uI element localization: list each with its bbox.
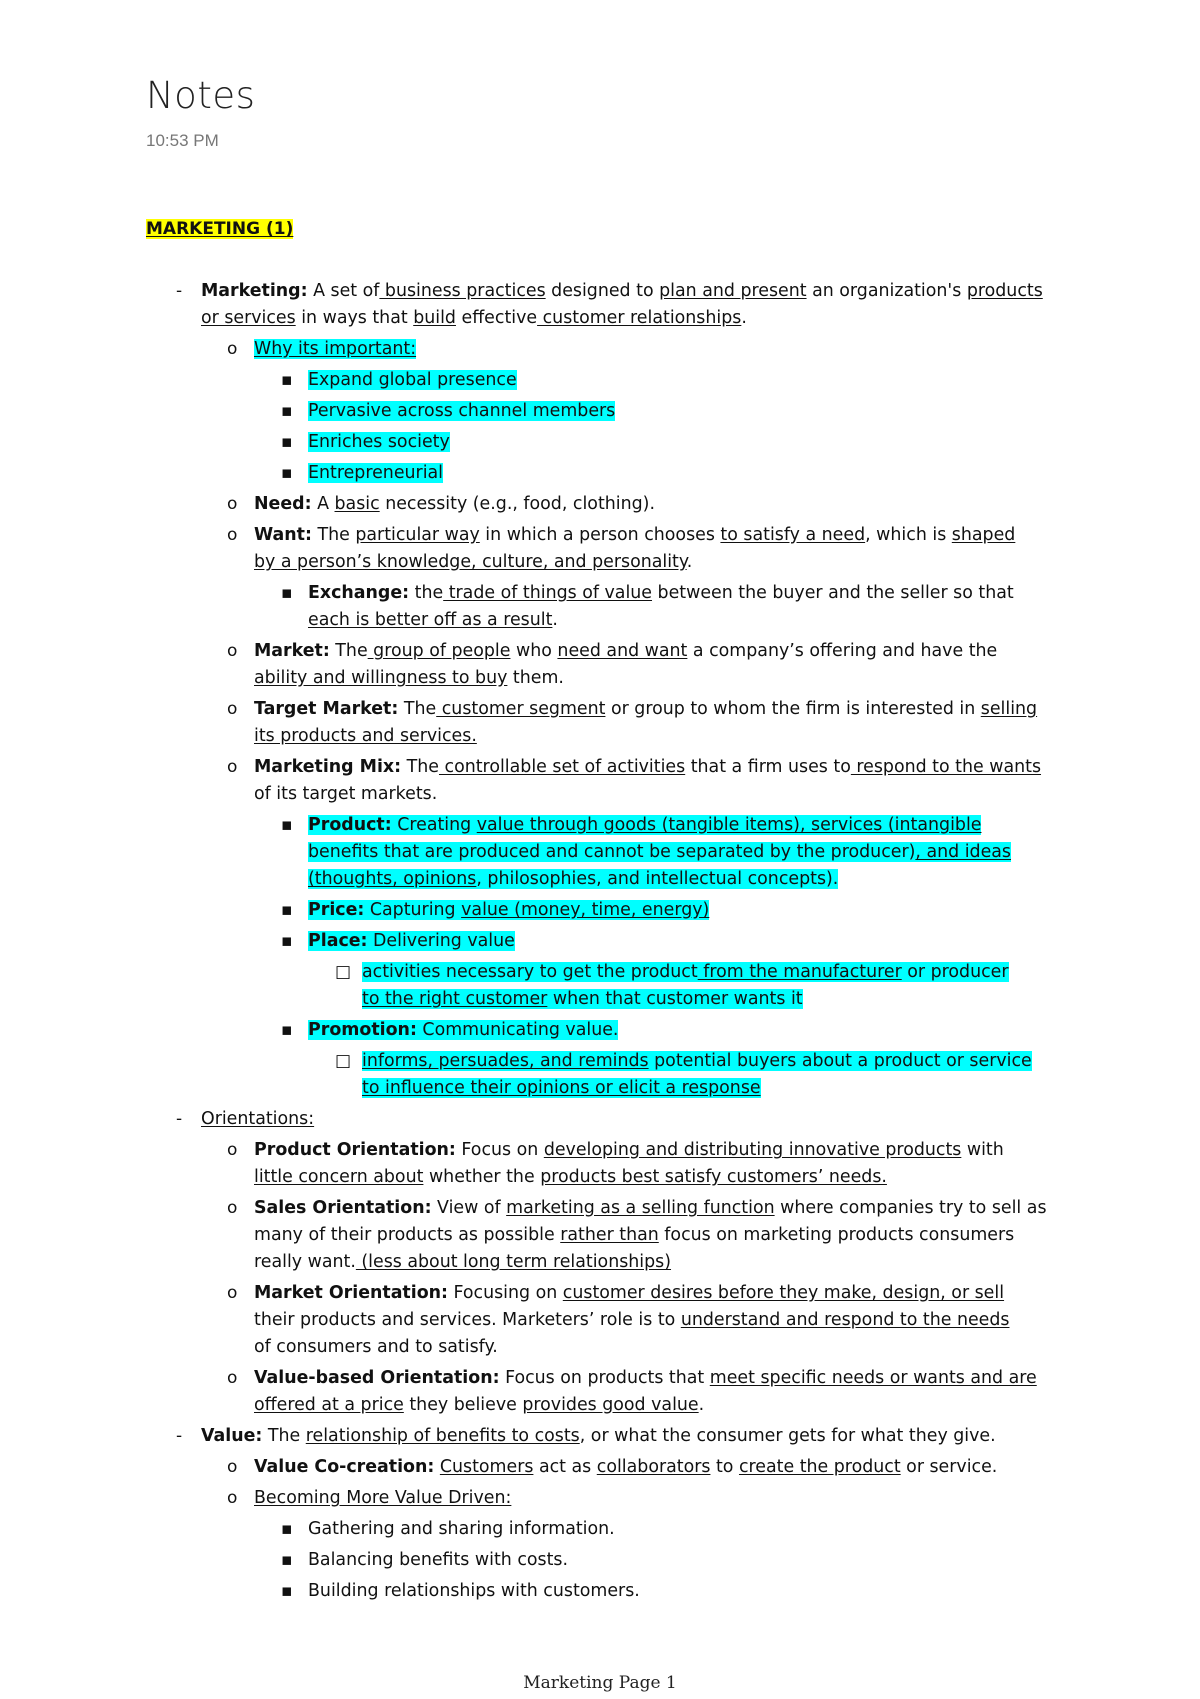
circle-bullet: o xyxy=(227,641,238,661)
promotion-line: Promotion: Communicating value. xyxy=(308,1020,619,1040)
circle-bullet: o xyxy=(227,339,238,359)
why-important-label: Why its important: xyxy=(254,339,417,359)
value-driven-item: Balancing benefits with costs. xyxy=(308,1550,568,1570)
market-orientation-line-2: their products and services. Marketers’ role is to understand and respond to the needs xyxy=(254,1310,1010,1330)
why-item: Expand global presence xyxy=(308,370,517,390)
sales-orientation-line-1: Sales Orientation: View of marketing as a selling function where companies try to sell as xyxy=(254,1198,1047,1218)
why-item: Pervasive across channel members xyxy=(308,401,616,421)
marketing-line-2: or services in ways that build effective customer relationships. xyxy=(201,308,747,328)
circle-bullet: o xyxy=(227,757,238,777)
why-item: Entrepreneurial xyxy=(308,463,444,483)
page-title: Notes xyxy=(146,74,256,117)
circle-bullet: o xyxy=(227,1140,238,1160)
square-bullet: ▪ xyxy=(281,1550,293,1570)
market-line-1: Market: The group of people who need and want a company’s offering and have the xyxy=(254,641,998,661)
product-orientation-line-2: little concern about whether the products best satisfy customers’ needs. xyxy=(254,1167,887,1187)
value-cocreation-line: Value Co-creation: Customers act as collaborators to create the product or service. xyxy=(254,1457,998,1477)
circle-bullet: o xyxy=(227,525,238,545)
why-item: Enriches society xyxy=(308,432,450,452)
circle-bullet: o xyxy=(227,494,238,514)
market-orientation-line-3: of consumers and to satisfy. xyxy=(254,1337,498,1357)
marketing-mix-line-2: of its target markets. xyxy=(254,784,438,804)
price-line: Price: Capturing value (money, time, energy) xyxy=(308,900,710,920)
square-bullet: ▪ xyxy=(281,463,293,483)
value-orientation-line-1: Value-based Orientation: Focus on products that meet specific needs or wants and are xyxy=(254,1368,1037,1388)
need-line: Need: A basic necessity (e.g., food, clothing). xyxy=(254,494,655,514)
value-driven-item: Gathering and sharing information. xyxy=(308,1519,615,1539)
exchange-line-2: each is better off as a result. xyxy=(308,610,558,630)
square-bullet: ▪ xyxy=(281,1581,293,1601)
circle-bullet: o xyxy=(227,1368,238,1388)
square-bullet: ▪ xyxy=(281,370,293,390)
square-bullet: ▪ xyxy=(281,900,293,920)
dash-bullet: - xyxy=(176,1109,183,1129)
section-heading xyxy=(146,219,293,239)
orientations-label: Orientations: xyxy=(201,1109,315,1129)
page-footer: Marketing Page 1 xyxy=(523,1673,677,1693)
market-line-2: ability and willingness to buy them. xyxy=(254,668,564,688)
value-line: Value: The relationship of benefits to costs, or what the consumer gets for what they give. xyxy=(201,1426,996,1446)
promotion-sub-line-1: informs, persuades, and reminds potential buyers about a product or service xyxy=(362,1051,1032,1071)
square-bullet: ▪ xyxy=(281,1020,293,1040)
circle-bullet: o xyxy=(227,1457,238,1477)
dash-bullet: - xyxy=(176,281,183,301)
value-driven-item: Building relationships with customers. xyxy=(308,1581,640,1601)
promotion-sub-line-2: to influence their opinions or elicit a response xyxy=(362,1078,761,1098)
marketing-line-1: Marketing: A set of business practices designed to plan and present an organization's products xyxy=(201,281,1043,301)
section-heading-text: MARKETING (1) xyxy=(146,219,294,239)
value-orientation-line-2: offered at a price they believe provides good value. xyxy=(254,1395,705,1415)
marketing-mix-line-1: Marketing Mix: The controllable set of activities that a firm uses to respond to the wants xyxy=(254,757,1042,777)
product-line-2: benefits that are produced and cannot be separated by the producer), and ideas xyxy=(308,842,1011,862)
square-bullet: ▪ xyxy=(281,1519,293,1539)
value-driven-label: Becoming More Value Driven: xyxy=(254,1488,512,1508)
hollow-square-bullet: □ xyxy=(335,962,352,982)
square-bullet: ▪ xyxy=(281,401,293,421)
product-orientation-line-1: Product Orientation: Focus on developing and distributing innovative products with xyxy=(254,1140,1004,1160)
marketing-term: Marketing: xyxy=(201,281,308,301)
want-line-2: by a person’s knowledge, culture, and personality. xyxy=(254,552,693,572)
page-time: 10:53 PM xyxy=(146,131,219,150)
circle-bullet: o xyxy=(227,1283,238,1303)
square-bullet: ▪ xyxy=(281,931,293,951)
place-line: Place: Delivering value xyxy=(308,931,515,951)
circle-bullet: o xyxy=(227,699,238,719)
product-line-1: Product: Creating value through goods (tangible items), services (intangible xyxy=(308,815,982,835)
target-market-line-2: its products and services. xyxy=(254,726,477,746)
sales-orientation-line-3: really want. (less about long term relationships) xyxy=(254,1252,672,1272)
square-bullet: ▪ xyxy=(281,815,293,835)
square-bullet: ▪ xyxy=(281,583,293,603)
want-line-1: Want: The particular way in which a person chooses to satisfy a need, which is shaped xyxy=(254,525,1016,545)
place-sub-line-2: to the right customer when that customer wants it xyxy=(362,989,803,1009)
square-bullet: ▪ xyxy=(281,432,293,452)
circle-bullet: o xyxy=(227,1488,238,1508)
product-line-3: (thoughts, opinions, philosophies, and intellectual concepts). xyxy=(308,869,839,889)
hollow-square-bullet: □ xyxy=(335,1051,352,1071)
place-sub-line-1: activities necessary to get the product from the manufacturer or producer xyxy=(362,962,1009,982)
sales-orientation-line-2: many of their products as possible rather than focus on marketing products consumers xyxy=(254,1225,1015,1245)
dash-bullet: - xyxy=(176,1426,183,1446)
market-orientation-line-1: Market Orientation: Focusing on customer desires before they make, design, or sell xyxy=(254,1283,1005,1303)
exchange-line-1: Exchange: the trade of things of value between the buyer and the seller so that xyxy=(308,583,1014,603)
circle-bullet: o xyxy=(227,1198,238,1218)
target-market-line-1: Target Market: The customer segment or group to whom the firm is interested in selling xyxy=(254,699,1038,719)
